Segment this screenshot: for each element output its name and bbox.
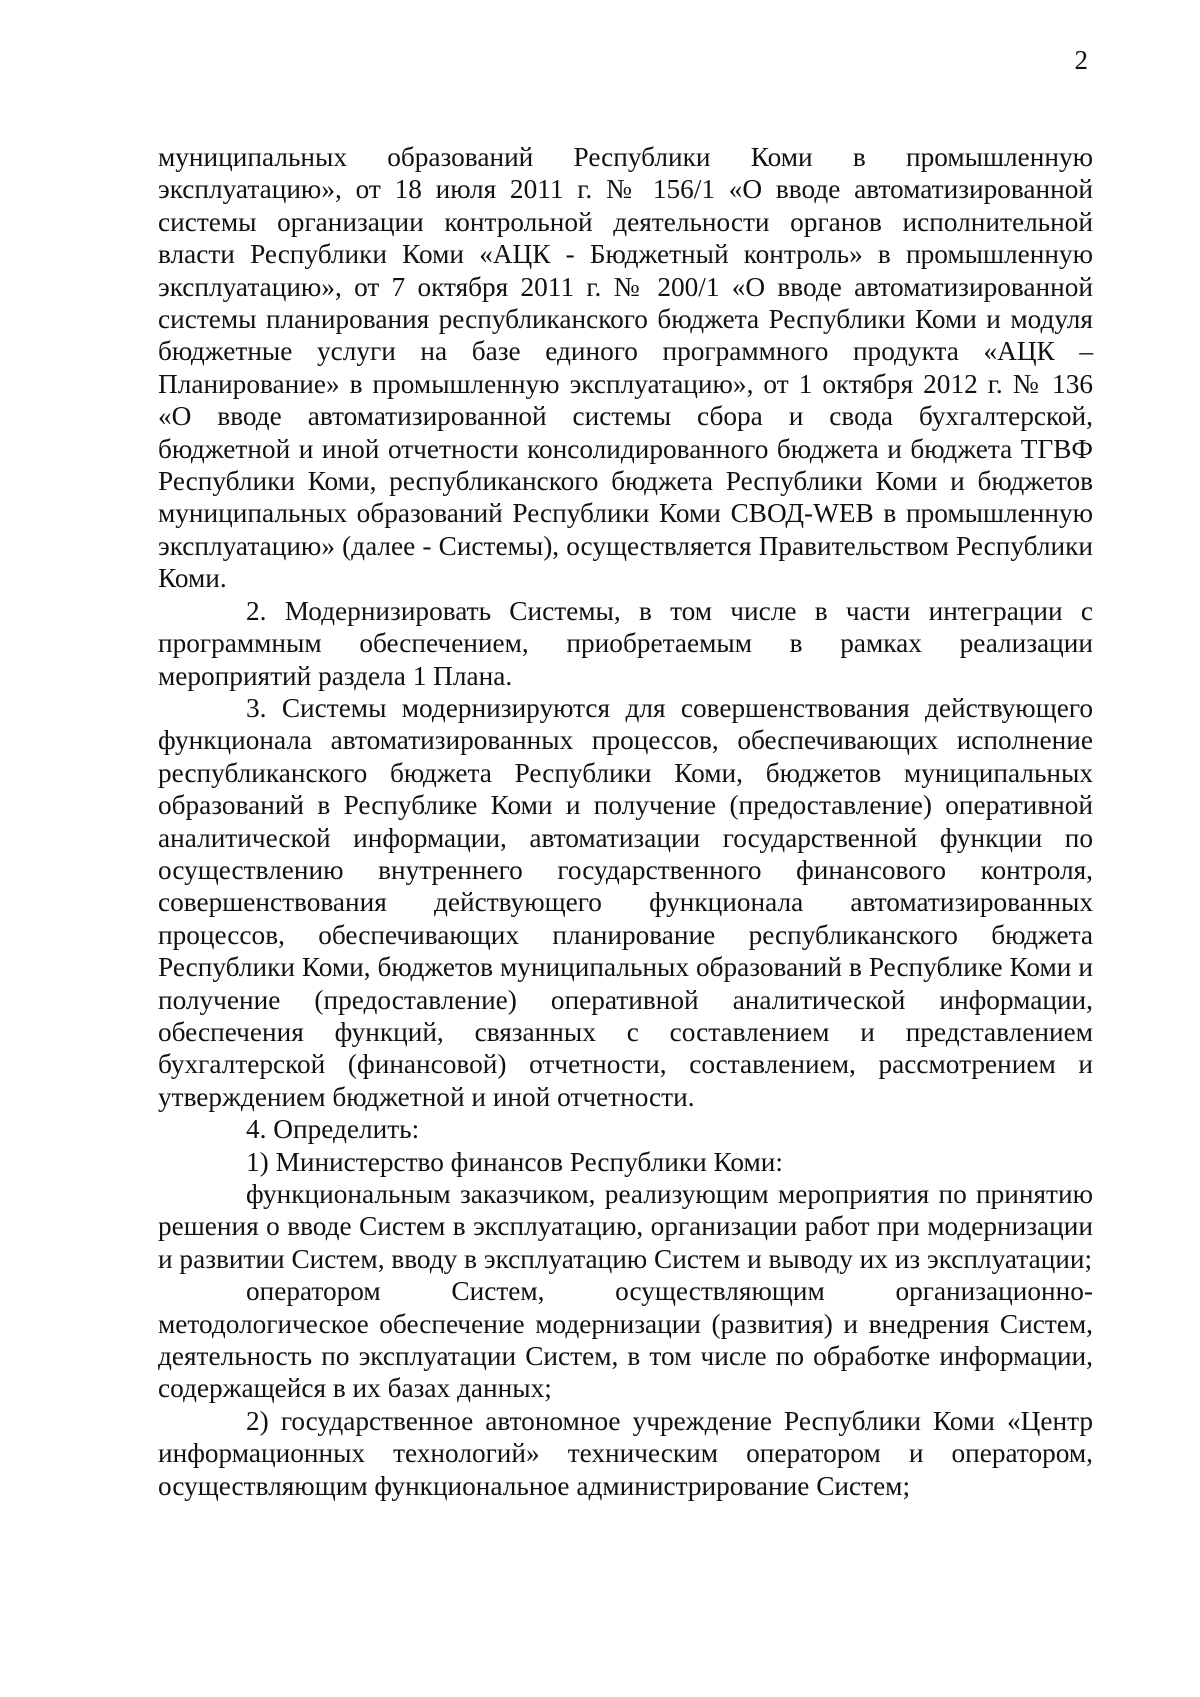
paragraph-functional-customer: функциональным заказчиком, реализующим мероприятия по принятию решения о вводе Систем в эксплуатацию, организации работ при модернизации и развитии Систем, вводу в эксплуатацию Систем и выводу их из эксплуатации; bbox=[158, 1179, 1093, 1274]
document-body bbox=[158, 141, 1093, 1502]
paragraph-subitem-2: 2) государственное автономное учреждение Республики Коми «Центр информационных технологий» техническим оператором и оператором, осуществляющим функциональное администрирование Систем; bbox=[158, 1405, 1093, 1501]
page-number: 2 bbox=[1074, 45, 1088, 75]
paragraph-subitem-1: 1) Министерство финансов Республики Коми: bbox=[246, 1146, 783, 1177]
paragraph-continuation: муниципальных образований Республики Коми в промышленную эксплуатацию», от 18 июля 2011 г. № 156/1 «О вводе автоматизированной системы организации контрольной деятельности органов исполнительной власти Республики Коми «АЦК - Бюджетный контроль» в промышленную эксплуатацию», от 7 октября 2011 г. № 200/1 «О вводе автоматизированной системы планирования республиканского бюджета Республики Коми и модуля бюджетные услуги на базе единого программного продукта «АЦК – Планирование» в промышленную эксплуатацию», от 1 октября 2012 г. № 136 «О вводе автоматизированной системы сбора и свода бухгалтерской, бюджетной и иной отчетности консолидированного бюджета и бюджета ТГВФ Республики Коми, республиканского бюджета Республики Коми и бюджетов муниципальных образований Республики Коми СВОД-WEB в промышленную эксплуатацию» (далее - Системы), осуществляется Правительством Республики Коми. bbox=[158, 142, 1093, 594]
paragraph-item-3: 3. Системы модернизируются для совершенствования действующего функционала автоматизированных процессов, обеспечивающих исполнение республиканского бюджета Республики Коми, бюджетов муниципальных образований в Республике Коми и получение (предоставление) оперативной аналитической информации, автоматизации государственной функции по осуществлению внутреннего государственного финансового контроля, совершенствования действующего функционала автоматизированных процессов, обеспечивающих планирование республиканского бюджета Республики Коми, бюджетов муниципальных образований в Республике Коми и получение (предоставление) оперативной аналитической информации, обеспечения функций, связанных с составлением и представлением бухгалтерской (финансовой) отчетности, составлением, рассмотрением и утверждением бюджетной и иной отчетности. bbox=[158, 692, 1093, 1112]
paragraph-item-2: 2. Модернизировать Системы, в том числе в части интеграции с программным обеспечением, приобретаемым в рамках реализации мероприятий раздела 1 Плана. bbox=[158, 595, 1093, 691]
paragraph-system-operator: оператором Систем, осуществляющим организационно-методологическое обеспечение модернизации (развития) и внедрения Систем, деятельность по эксплуатации Систем, в том числе по обработке информации, содержащейся в их базах данных; bbox=[158, 1276, 1093, 1404]
paragraph-item-4: 4. Определить: bbox=[246, 1114, 420, 1145]
